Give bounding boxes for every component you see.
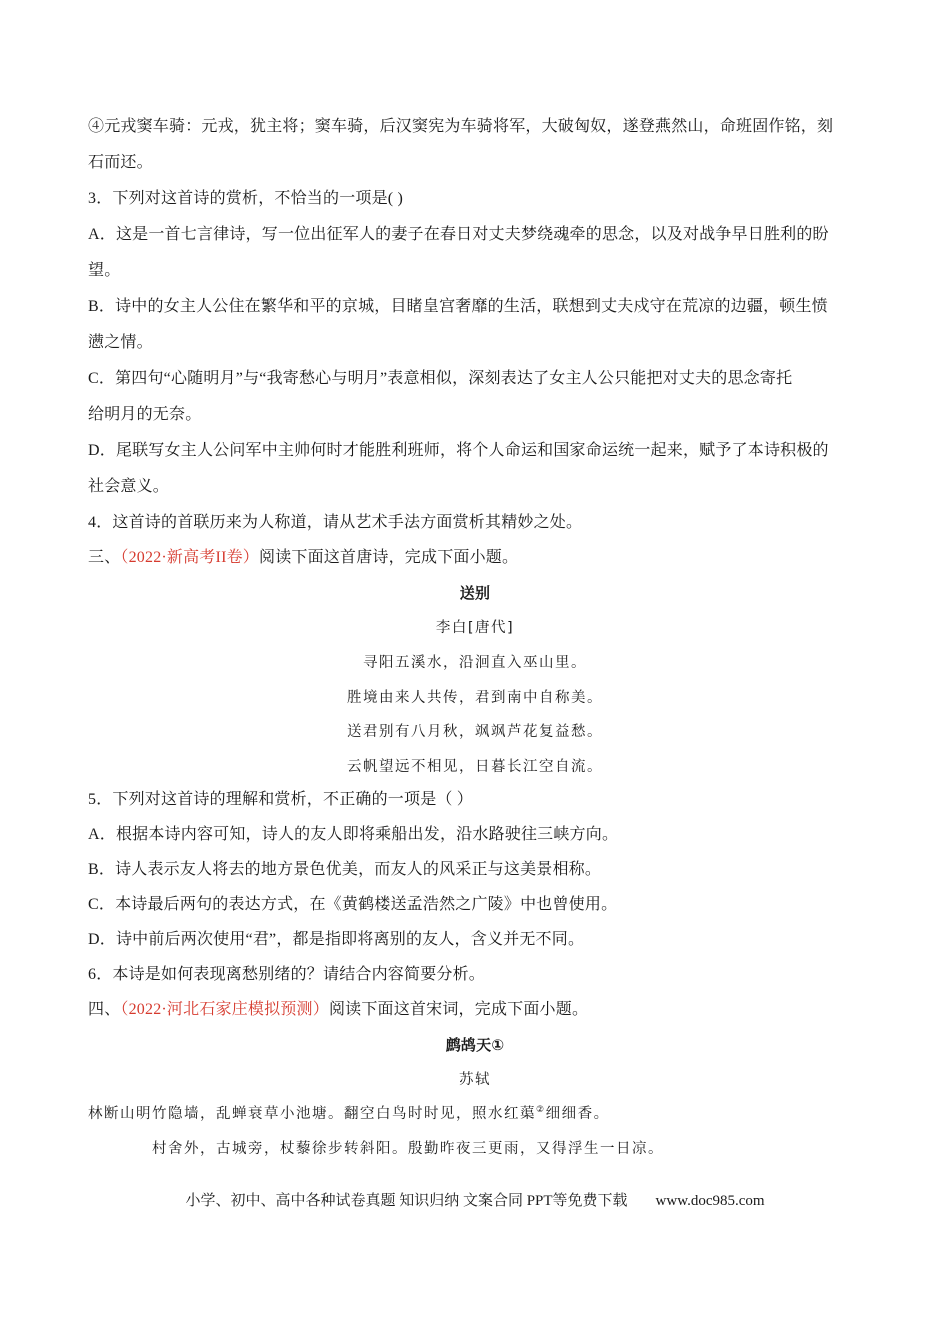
footnote-marker: ② xyxy=(536,1105,546,1116)
question-6: 6．本诗是如何表现离愁别绪的？请结合内容简要分析。 xyxy=(88,966,486,983)
poem-2-author: 苏轼 xyxy=(459,1072,491,1088)
poem-2-line-1 xyxy=(88,1102,858,1126)
poem-1-line: 云帆望远不相见，日暮长江空自流。 xyxy=(347,759,603,775)
question-3-option-d-line-1: D．尾联写女主人公问军中主帅何时才能胜利班师，将个人命运和国家命运统一起来，赋予了本诗积极的 xyxy=(88,442,829,459)
question-3-option-c-line-2: 给明月的无奈。 xyxy=(88,406,202,423)
poem-2-line-2: 村舍外，古城旁，杖藜徐步转斜阳。殷勤昨夜三更雨，又得浮生一日凉。 xyxy=(152,1141,664,1157)
poem-1-author: 李白[唐代] xyxy=(435,620,515,636)
question-5-option-a: A．根据本诗内容可知，诗人的友人即将乘船出发，沿水路驶往三峡方向。 xyxy=(88,826,619,843)
poem-2-line-1-text: 林断山明竹隐墙，乱蝉衰草小池塘。翻空白鸟时时见，照水红蕖 xyxy=(88,1106,536,1122)
section-4-instruction: 阅读下面这首宋词，完成下面小题。 xyxy=(328,1001,589,1018)
question-5-stem: 5．下列对这首诗的理解和赏析，不正确的一项是（ ） xyxy=(88,791,474,808)
poem-2-title: 鹧鸪天① xyxy=(445,1036,505,1054)
section-4-prefix: 四、 xyxy=(88,1001,121,1018)
poem-2-line-1-end: 细细香。 xyxy=(545,1106,610,1122)
question-3-option-d-line-2: 社会意义。 xyxy=(88,478,170,495)
note-4-line-2: 石而还。 xyxy=(88,154,153,171)
section-3-prefix: 三、 xyxy=(88,549,121,566)
section-4-source: （2022·河北石家庄模拟预测） xyxy=(120,1001,329,1018)
poem-1-line: 送君别有八月秋，飒飒芦花复益愁。 xyxy=(347,724,603,740)
section-3-heading xyxy=(88,546,858,570)
question-5-option-c: C．本诗最后两句的表达方式，在《黄鹤楼送孟浩然之广陵》中也曾使用。 xyxy=(88,896,618,913)
section-4-heading xyxy=(88,998,858,1022)
section-3-instruction: 阅读下面这首唐诗，完成下面小题。 xyxy=(259,549,519,566)
note-4-line-1: ④元戎窦车骑：元戎，犹主将；窦车骑，后汉窦宪为车骑将军，大破匈奴，遂登燕然山，命班固作铭，刻 xyxy=(88,118,834,135)
footer-text: 小学、初中、高中各种试卷真题 知识归纳 文案合同 PPT等免费下载 xyxy=(185,1193,628,1209)
question-3-option-a-line-1: A．这是一首七言律诗，写一位出征军人的妻子在春日对丈夫梦绕魂牵的思念，以及对战争早日胜利的盼 xyxy=(88,226,829,243)
footer-website-link[interactable]: www.doc985.com xyxy=(655,1193,765,1209)
poem-1-line: 胜境由来人共传，君到南中自称美。 xyxy=(347,690,603,706)
question-3-stem: 3．下列对这首诗的赏析，不恰当的一项是( ) xyxy=(88,190,404,207)
question-4: 4．这首诗的首联历来为人称道，请从艺术手法方面赏析其精妙之处。 xyxy=(88,514,583,531)
question-5-option-b: B．诗人表示友人将去的地方景色优美，而友人的风采正与这美景相称。 xyxy=(88,861,602,878)
question-3-option-c-line-1: C．第四句“心随明月”与“我寄愁心与明月”表意相似，深刻表达了女主人公只能把对丈夫的思念寄托 xyxy=(88,370,793,387)
question-5-option-d: D．诗中前后两次使用“君”，都是指即将离别的友人，含义并无不同。 xyxy=(88,931,585,948)
poem-1-line: 寻阳五溪水，沿洄直入巫山里。 xyxy=(363,655,587,671)
section-3-source: （2022·新高考II卷） xyxy=(120,549,259,566)
question-3-option-b-line-2: 懑之情。 xyxy=(88,334,153,351)
question-3-option-b-line-1: B．诗中的女主人公住在繁华和平的京城，目睹皇宫奢靡的生活，联想到丈夫戍守在荒凉的边疆，顿生愤 xyxy=(88,298,828,315)
question-3-option-a-line-2: 望。 xyxy=(88,262,121,279)
page-footer xyxy=(0,1190,950,1212)
poem-1-title: 送别 xyxy=(459,584,491,602)
